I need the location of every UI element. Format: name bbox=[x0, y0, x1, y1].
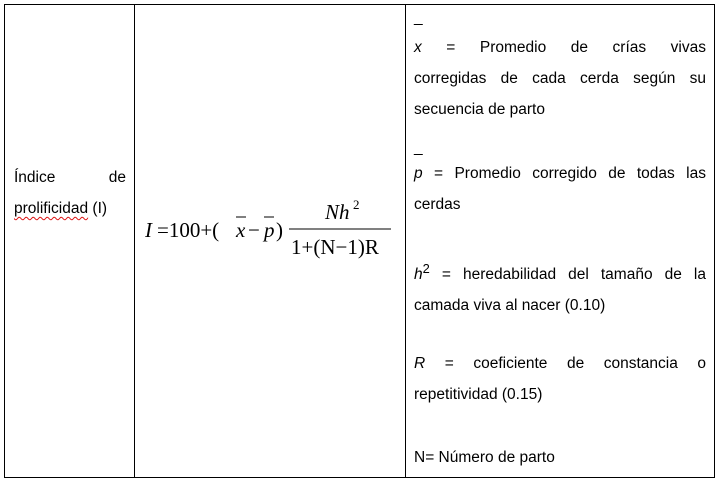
formula-lhs: I bbox=[145, 218, 152, 242]
p-overbar-text: _ bbox=[414, 139, 423, 156]
h-definition-text: = heredabilidad del tamaño de la camada viva al nacer (0.10) bbox=[414, 266, 706, 315]
definition-table bbox=[4, 4, 715, 478]
spellcheck-word: prolificidad bbox=[14, 200, 89, 217]
formula-close: ) bbox=[276, 218, 283, 242]
p-symbol: p bbox=[414, 165, 423, 182]
index-label-symbol: (I) bbox=[88, 200, 108, 217]
formula-minus: − bbox=[248, 218, 260, 242]
formula-p: p bbox=[264, 218, 275, 242]
column-divider-2 bbox=[405, 5, 406, 477]
h-symbol: h bbox=[414, 266, 423, 284]
x-symbol: x bbox=[414, 39, 422, 56]
x-definition bbox=[414, 32, 706, 125]
column-divider-1 bbox=[134, 5, 135, 477]
h-definition bbox=[414, 253, 706, 321]
prolificacy-formula bbox=[145, 197, 395, 273]
n-definition: N= Número de parto bbox=[414, 449, 555, 466]
formula-numerator-exp: 2 bbox=[353, 197, 360, 212]
formula-graphic bbox=[145, 197, 395, 267]
p-definition bbox=[414, 158, 706, 220]
index-label-line1: Índice de bbox=[14, 169, 126, 186]
h-exponent: 2 bbox=[422, 261, 430, 276]
r-definition bbox=[414, 348, 706, 410]
formula-x: x bbox=[236, 218, 246, 242]
formula-denominator: 1+(N−1)R bbox=[291, 235, 379, 259]
index-label-line2 bbox=[14, 193, 126, 224]
x-definition-head: = Promedio de crías vivas bbox=[421, 39, 706, 56]
x-definition-rest: corregidas de cada cerda según su secuencia de parto bbox=[414, 70, 706, 118]
p-definition-text: = Promedio corregido de todas las cerdas bbox=[414, 165, 706, 213]
r-symbol: R bbox=[414, 355, 426, 372]
r-definition-text: = coeficiente de constancia o repetitividad (0.15) bbox=[414, 355, 706, 403]
formula-constant: =100+( bbox=[157, 218, 220, 242]
x-definition-line1 bbox=[414, 32, 706, 63]
x-overbar-text: _ bbox=[414, 9, 423, 26]
index-label bbox=[14, 162, 126, 224]
formula-numerator: Nh bbox=[325, 200, 350, 224]
